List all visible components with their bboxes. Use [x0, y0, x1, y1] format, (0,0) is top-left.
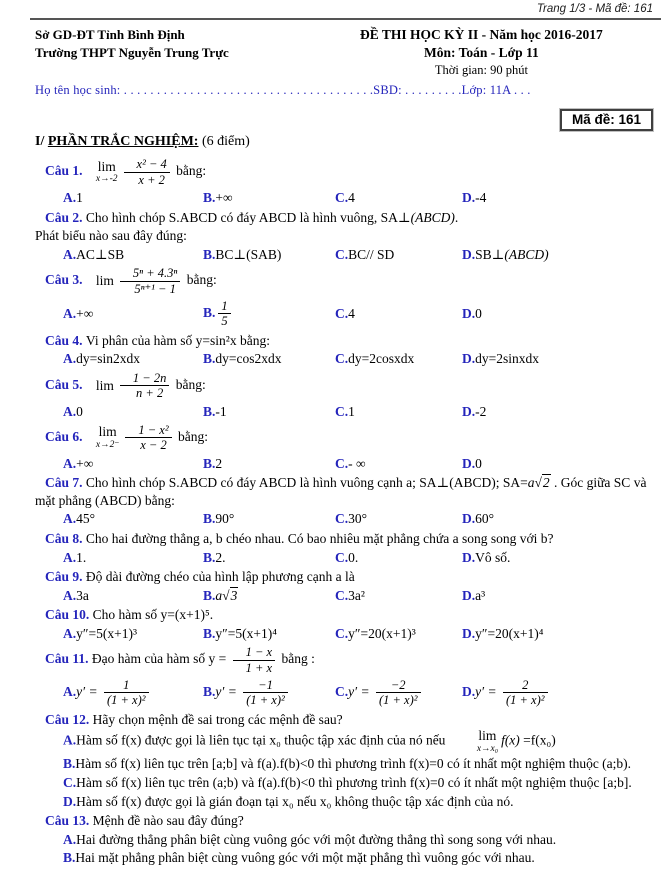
square-root	[222, 587, 238, 603]
exam-title-block	[308, 26, 655, 79]
fraction-denominator: 5	[221, 314, 228, 329]
text-run: +∞	[76, 306, 94, 322]
option	[335, 587, 462, 605]
fraction-numerator: −1	[243, 678, 288, 693]
radical-sign: √	[222, 587, 230, 603]
text-run: Cho hình chóp S.ABCD có đáy ABCD là hình vuông cạnh a; SA⊥(ABCD); SA=	[85, 475, 528, 491]
exam-duration: Thời gian: 90 phút	[434, 63, 528, 78]
math-run: (ABCD)	[410, 209, 455, 225]
limit-subscript: x→x₀	[476, 743, 499, 754]
section-title: PHẦN TRẮC NGHIỆM:	[47, 134, 199, 150]
question-body	[35, 422, 655, 454]
radical-sign: √	[534, 475, 542, 491]
option	[203, 246, 335, 264]
option-letter: D.	[462, 549, 476, 565]
school-name: Trường THPT Nguyễn Trung Trực	[35, 45, 229, 61]
option	[462, 677, 655, 709]
limit-operator	[86, 379, 114, 393]
text-run: Hàm số f(x) được gọi là liên tục tại x₀ thuộc tập xác định của nó nếu	[76, 733, 449, 748]
question-block	[35, 568, 655, 604]
option-letter: C.	[335, 455, 349, 471]
page-number-line: Trang 1/3 - Mã đề: 161	[30, 0, 661, 20]
limit-word: lim	[95, 377, 114, 393]
option	[63, 455, 203, 473]
text-run: - ∞	[348, 455, 366, 471]
text-run: Hai mặt phẳng phân biệt cùng vuông góc với một mặt phẳng thì vuông góc với nhau.	[75, 850, 535, 866]
question-block	[35, 711, 655, 810]
option-letter: D.	[462, 684, 476, 699]
exam-subject: Môn: Toán - Lớp 11	[424, 45, 539, 61]
question-body	[35, 568, 655, 586]
text-run: bằng:	[172, 163, 207, 179]
text-run: a³	[475, 587, 486, 603]
option-letter: D.	[63, 793, 77, 809]
math-run: y′ =	[475, 684, 500, 699]
option-letter: A.	[63, 587, 77, 603]
options-row	[63, 403, 655, 421]
text-run: dy=2sinxdx	[475, 351, 539, 367]
text-run: 3a²	[348, 587, 365, 603]
limit-subscript: x→-2	[95, 173, 118, 184]
option	[63, 403, 203, 421]
question-label: Câu 13.	[45, 813, 93, 829]
question-body	[35, 474, 655, 509]
option	[335, 350, 462, 368]
option	[462, 305, 655, 323]
question-block	[35, 265, 655, 330]
fraction	[124, 157, 170, 187]
option	[35, 793, 655, 811]
question-block	[35, 474, 655, 528]
option	[203, 625, 335, 643]
option-letter: D.	[462, 306, 476, 322]
text-run: 2	[215, 455, 223, 471]
question-label: Câu 5.	[45, 376, 86, 392]
option	[63, 510, 203, 528]
question-body	[35, 156, 655, 188]
fraction-denominator: x − 2	[140, 438, 167, 453]
options-row	[63, 510, 655, 528]
option	[462, 455, 655, 473]
limit-word: lim	[98, 424, 117, 440]
school-block	[35, 26, 308, 79]
option	[63, 677, 203, 709]
option	[203, 189, 335, 207]
text-run: Độ dài đường chéo của hình lập phương cạnh a là	[85, 569, 355, 585]
text-run: bằng:	[172, 376, 206, 392]
option-letter: D.	[462, 455, 476, 471]
option	[203, 298, 335, 330]
option-letter: A.	[63, 306, 77, 322]
text-run: -2	[475, 403, 487, 419]
question-label: Câu 11.	[45, 651, 92, 667]
option-letter: C.	[335, 511, 349, 527]
option-letter: C.	[63, 775, 77, 791]
question-label: Câu 2.	[45, 209, 86, 225]
text-run: bằng:	[183, 272, 217, 288]
text-run: y″=20(x+1)³	[348, 625, 416, 641]
fraction-denominator: 1 + x	[245, 660, 273, 675]
option	[63, 246, 203, 264]
text-run: +∞	[215, 189, 233, 205]
question-continuation: Phát biểu nào sau đây đúng:	[35, 228, 187, 244]
option	[63, 189, 203, 207]
text-run: Vi phân của hàm số y=sin²x bằng:	[85, 332, 270, 348]
exam-page	[0, 26, 665, 867]
questions	[35, 156, 655, 867]
option	[63, 305, 203, 323]
text-run: 0	[475, 455, 482, 471]
option-letter: D.	[462, 587, 476, 603]
text-run: 4	[348, 189, 355, 205]
student-info-line: Họ tên học sinh: . . . . . . . . . . . . . . . . . . . . . . . . . . . . . . . . . . . . . .SBD: . . . . . . . . .Lớp: 11A . . .	[35, 83, 531, 98]
limit-operator	[449, 729, 498, 754]
option-letter: A.	[63, 511, 77, 527]
text-run: +∞	[76, 455, 94, 471]
option	[335, 510, 462, 528]
option-letter: B.	[203, 587, 216, 603]
question-label: Câu 10.	[45, 607, 93, 623]
question-body	[35, 332, 655, 350]
question-body	[35, 530, 655, 548]
fraction-denominator: (1 + x)²	[505, 693, 545, 708]
text-run: AC⊥SB	[76, 246, 125, 262]
fraction	[104, 678, 149, 708]
option	[203, 403, 335, 421]
option	[335, 625, 462, 643]
text-run: 1	[348, 403, 355, 419]
fraction	[503, 678, 548, 708]
limit-word: lim	[95, 272, 114, 288]
text-run: 1	[76, 189, 83, 205]
option	[35, 849, 655, 867]
option	[203, 350, 335, 368]
math-run: a	[527, 475, 535, 491]
question-block	[35, 606, 655, 642]
option-letter: A.	[63, 625, 77, 641]
text-run: 0.	[348, 549, 359, 565]
text-run: bằng :	[278, 651, 315, 667]
option-letter: A.	[63, 246, 77, 262]
option	[462, 587, 655, 605]
option	[462, 625, 655, 643]
option-letter: A.	[63, 189, 77, 205]
text-run: 2.	[215, 549, 226, 565]
option	[35, 774, 655, 792]
option-letter: C.	[335, 351, 349, 367]
option-letter: A.	[63, 455, 77, 471]
option	[335, 189, 462, 207]
text-run: -4	[475, 189, 487, 205]
math-run: a	[215, 587, 223, 603]
fraction-numerator: 5ⁿ + 4.3ⁿ	[120, 266, 180, 281]
fraction-denominator: 5ⁿ⁺¹ − 1	[134, 281, 176, 296]
text-run: 3a	[76, 587, 89, 603]
option	[335, 403, 462, 421]
limit-operator	[86, 274, 114, 288]
exam-header	[35, 26, 655, 79]
option-letter: A.	[63, 733, 77, 748]
text-run: Cho hàm số y=(x+1)⁵.	[92, 607, 214, 623]
text-run: . Góc giữa SC và mặt phẳng (ABCD) bằng:	[35, 475, 647, 508]
option	[335, 677, 462, 709]
option-letter: B.	[203, 455, 216, 471]
option	[335, 305, 462, 323]
option-letter: D.	[462, 189, 476, 205]
text-run: Đạo hàm của hàm số y =	[91, 651, 230, 667]
option	[203, 549, 335, 567]
option-letter: A.	[63, 403, 77, 419]
question-block	[35, 370, 655, 420]
option	[462, 350, 655, 368]
option-letter: A.	[63, 684, 77, 699]
question-block	[35, 209, 655, 264]
option-letter: B.	[203, 625, 216, 641]
question-body	[35, 370, 655, 402]
department-name: Sở GD-ĐT Tỉnh Bình Định	[35, 26, 185, 42]
option	[203, 587, 335, 605]
limit-word: lim	[478, 728, 497, 744]
question-body	[35, 711, 655, 729]
option	[63, 587, 203, 605]
text-run: 1.	[76, 549, 87, 565]
question-body	[35, 644, 655, 676]
math-run: y′ =	[215, 684, 241, 699]
fraction-numerator: 1 − x	[233, 645, 275, 660]
fraction	[125, 423, 171, 453]
options-row	[63, 587, 655, 605]
math-run: (ABCD)	[504, 246, 549, 262]
option-letter: D.	[462, 246, 476, 262]
question-block	[35, 332, 655, 368]
limit-operator	[86, 160, 118, 185]
option	[63, 625, 203, 643]
option	[335, 549, 462, 567]
question-body	[35, 812, 655, 830]
exam-title: ĐỀ THI HỌC KỲ II - Năm học 2016-2017	[360, 26, 603, 42]
option-letter: B.	[63, 850, 76, 866]
text-run: bằng:	[174, 429, 208, 445]
text-run: y″=20(x+1)⁴	[475, 625, 544, 641]
question-label: Câu 4.	[45, 332, 86, 348]
text-run: BC// SD	[348, 246, 395, 262]
fraction-numerator: 1	[218, 299, 230, 314]
fraction	[376, 678, 421, 708]
section-heading	[35, 133, 655, 151]
option-letter: C.	[335, 587, 349, 603]
fraction	[120, 371, 169, 401]
text-run: Hàm số f(x) liên tục trên (a;b) và f(a).f(b)<0 thì phương trình f(x)=0 có ít nhất một nghiệm thuộc [a;b].	[76, 775, 632, 791]
text-run: =f(x₀)	[519, 733, 556, 748]
option	[462, 403, 655, 421]
option	[203, 677, 335, 709]
math-run: f(x)	[501, 733, 520, 748]
question-label: Câu 3.	[45, 272, 86, 288]
option-letter: C.	[335, 549, 349, 565]
question-label: Câu 8.	[45, 531, 86, 546]
text-run: Vô số.	[475, 549, 511, 565]
text-run: Cho hai đường thẳng a, b chéo nhau. Có bao nhiêu mặt phẳng chứa a song song với b?	[85, 531, 554, 546]
option-letter: B.	[203, 511, 216, 527]
option	[203, 510, 335, 528]
fraction-denominator: (1 + x)²	[106, 693, 146, 708]
question-label: Câu 12.	[45, 711, 93, 727]
option-letter: B.	[203, 351, 216, 367]
option-letter: B.	[63, 756, 76, 772]
fraction	[218, 299, 230, 329]
option	[335, 455, 462, 473]
option	[462, 510, 655, 528]
fraction-numerator: x² − 4	[124, 157, 170, 172]
fraction-denominator: (1 + x)²	[378, 693, 418, 708]
text-run: Hàm số f(x) liên tục trên [a;b] và f(a).f(b)<0 thì phương trình f(x)=0 có ít nhất một nghiệm thuộc (a;b).	[75, 756, 632, 772]
text-run: 90°	[215, 511, 235, 527]
fraction	[243, 678, 288, 708]
options-row	[63, 677, 655, 709]
options-row	[63, 350, 655, 368]
options-row	[63, 455, 655, 473]
fraction-numerator: 1	[104, 678, 149, 693]
option	[462, 189, 655, 207]
fraction-numerator: 1 − x²	[125, 423, 171, 438]
limit-subscript: x→2⁻	[95, 439, 120, 450]
text-run: Mệnh đề nào sau đây đúng?	[92, 813, 244, 829]
option-letter: B.	[203, 684, 216, 699]
question-block	[35, 644, 655, 709]
text-run: Hai đường thẳng phân biệt cùng vuông góc với một đường thẳng thì song song với nhau.	[76, 831, 557, 847]
fraction	[233, 645, 275, 675]
fraction-denominator: x + 2	[138, 172, 165, 187]
text-run: Hãy chọn mệnh đề sai trong các mệnh đề sau?	[92, 711, 343, 727]
exam-code-wrap	[35, 109, 653, 132]
option	[63, 549, 203, 567]
radicand: 2	[542, 475, 550, 491]
question-block	[35, 530, 655, 566]
option-letter: B.	[203, 549, 216, 565]
option-letter: C.	[335, 246, 349, 262]
option-letter: A.	[63, 549, 77, 565]
option-letter: C.	[335, 684, 349, 699]
fraction-numerator: 1 − 2n	[120, 371, 169, 386]
math-run: y′ =	[348, 684, 373, 699]
text-run: dy=2cosxdx	[348, 351, 415, 367]
question-label: Câu 7.	[45, 475, 86, 491]
option-letter: D.	[462, 403, 476, 419]
text-run: 4	[348, 306, 355, 322]
question-label: Câu 1.	[45, 163, 86, 179]
option-letter: D.	[462, 351, 476, 367]
options-row	[63, 625, 655, 643]
option-letter: B.	[203, 189, 216, 205]
option-letter: C.	[335, 189, 349, 205]
square-root	[534, 474, 550, 490]
question-label: Câu 6.	[45, 429, 86, 445]
text-run: 45°	[76, 511, 96, 527]
text-run: SB⊥	[475, 246, 505, 262]
option-letter: A.	[63, 351, 77, 367]
math-run: y′ =	[76, 684, 101, 699]
option-letter: B.	[203, 304, 216, 320]
option-letter: B.	[203, 403, 216, 419]
option-letter: B.	[203, 246, 216, 262]
fraction	[120, 266, 180, 296]
text-run: dy=sin2xdx	[76, 351, 140, 367]
text-run: y″=5(x+1)³	[76, 625, 138, 641]
option	[35, 729, 655, 754]
limit-operator	[86, 425, 119, 450]
fraction-numerator: −2	[376, 678, 421, 693]
question-block	[35, 156, 655, 206]
question-body	[35, 265, 655, 297]
options-row	[63, 246, 655, 264]
options-row	[63, 549, 655, 567]
fraction-numerator: 2	[503, 678, 548, 693]
question-block	[35, 422, 655, 472]
text-run: Hàm số f(x) được gọi là gián đoạn tại x₀ nếu x₀ không thuộc tập xác định của nó.	[76, 793, 514, 809]
text-run: 30°	[348, 511, 368, 527]
section-points: (6 điểm)	[198, 134, 250, 150]
text-run: 0	[475, 306, 482, 322]
option-letter: C.	[335, 625, 349, 641]
limit-word: lim	[97, 158, 116, 174]
option-letter: C.	[335, 306, 349, 322]
options-row	[63, 298, 655, 330]
text-run: -1	[215, 403, 227, 419]
text-run: 0	[76, 403, 83, 419]
option	[462, 246, 655, 264]
option	[462, 549, 655, 567]
option	[35, 755, 655, 773]
text-run: Cho hình chóp S.ABCD có đáy ABCD là hình vuông, SA⊥	[85, 209, 411, 225]
option-letter: C.	[335, 403, 349, 419]
fraction-denominator: (1 + x)²	[246, 693, 285, 708]
question-block	[35, 812, 655, 867]
text-run: dy=cos2xdx	[215, 351, 282, 367]
text-run: 60°	[475, 511, 495, 527]
option-letter: D.	[462, 511, 476, 527]
option	[203, 455, 335, 473]
radicand: 3	[230, 587, 238, 603]
option	[63, 350, 203, 368]
option-letter: A.	[63, 831, 77, 847]
text-run: y″=5(x+1)⁴	[215, 625, 277, 641]
options-row	[63, 189, 655, 207]
text-run: .	[454, 209, 459, 225]
text-run: BC⊥(SAB)	[215, 246, 282, 262]
option	[35, 831, 655, 849]
question-body	[35, 606, 655, 624]
question-label: Câu 9.	[45, 569, 86, 585]
fraction-denominator: n + 2	[136, 386, 164, 401]
section-prefix: I/	[35, 134, 48, 150]
exam-code-box: Mã đề: 161	[560, 109, 653, 132]
option-letter: D.	[462, 625, 476, 641]
option	[335, 246, 462, 264]
question-body	[35, 209, 655, 227]
